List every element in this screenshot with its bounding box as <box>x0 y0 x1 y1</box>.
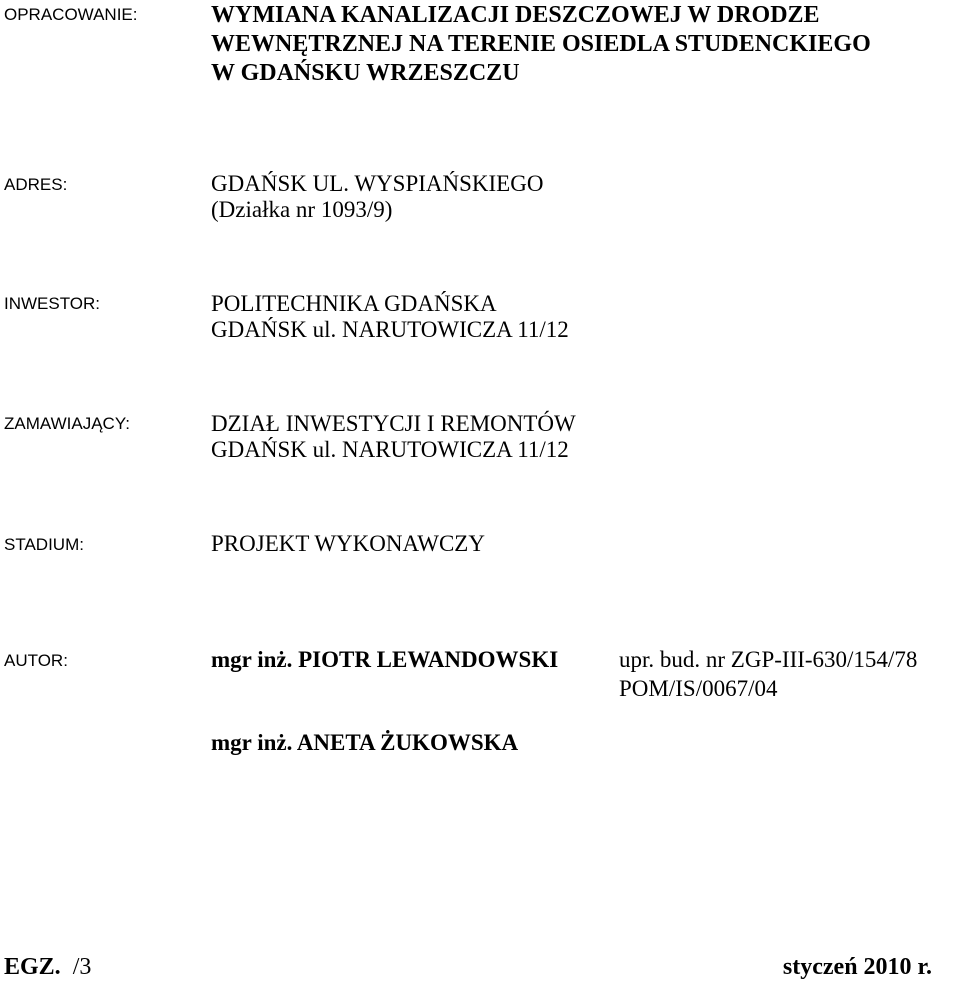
document-date: styczeń 2010 r. <box>782 954 932 980</box>
author-primary: mgr inż. PIOTR LEWANDOWSKI <box>211 647 559 672</box>
project-title <box>211 1 871 88</box>
opracowanie-label: OPRACOWANIE: <box>4 5 138 24</box>
adres-street: GDAŃSK UL. WYSPIAŃSKIEGO <box>211 171 544 196</box>
adres-plot: (Działka nr 1093/9) <box>211 197 393 222</box>
inwestor-label: INWESTOR: <box>4 294 101 313</box>
project-title-line: W GDAŃSKU WRZESZCZU <box>211 60 520 86</box>
copy-number <box>4 952 91 982</box>
copy-count: /3 <box>72 954 92 980</box>
author-secondary: mgr inż. ANETA ŻUKOWSKA <box>211 730 519 755</box>
project-title-line: WEWNĘTRZNEJ NA TERENIE OSIEDLA STUDENCKIEGO <box>211 31 871 57</box>
zamawiajacy-name: DZIAŁ INWESTYCJI I REMONTÓW <box>211 411 576 436</box>
adres-label: ADRES: <box>4 175 68 194</box>
zamawiajacy-label: ZAMAWIAJĄCY: <box>4 414 130 433</box>
author-license-number: upr. bud. nr ZGP-III-630/154/78 <box>619 647 918 672</box>
stadium-value: PROJEKT WYKONAWCZY <box>211 531 485 556</box>
inwestor-address: GDAŃSK ul. NARUTOWICZA 11/12 <box>211 317 569 342</box>
copy-code: EGZ. <box>4 954 61 980</box>
autor-label: AUTOR: <box>4 651 68 670</box>
stadium-label: STADIUM: <box>4 535 84 554</box>
project-title-line: WYMIANA KANALIZACJI DESZCZOWEJ W DRODZE <box>211 2 820 28</box>
author-license-registry: POM/IS/0067/04 <box>619 676 778 701</box>
inwestor-name: POLITECHNIKA GDAŃSKA <box>211 291 497 316</box>
zamawiajacy-address: GDAŃSK ul. NARUTOWICZA 11/12 <box>211 437 569 462</box>
